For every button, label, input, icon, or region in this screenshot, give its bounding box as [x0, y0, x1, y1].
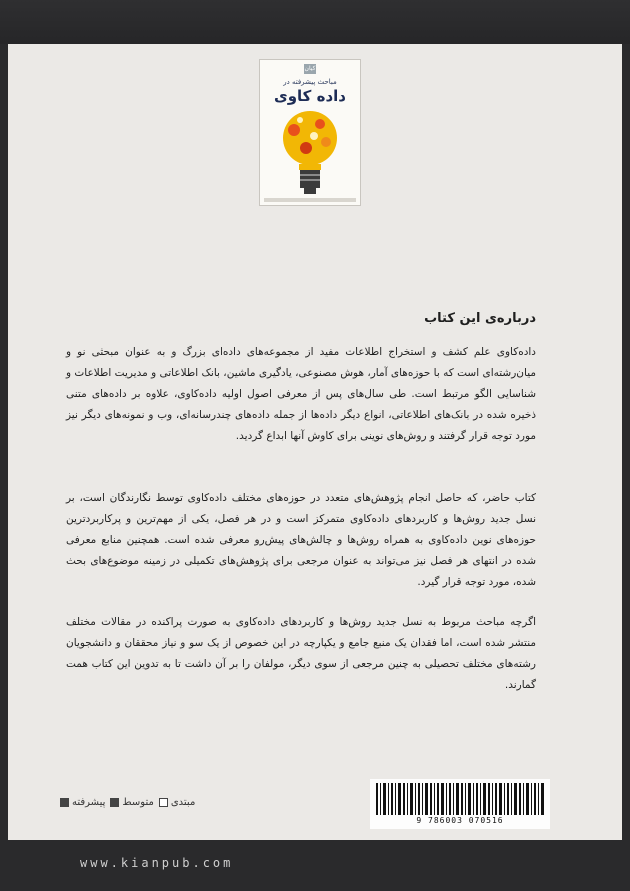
- top-band: [0, 0, 630, 44]
- level-indicator: [60, 797, 195, 808]
- lightbulb-icon: [280, 108, 340, 196]
- isbn-number: 9 786003 070516: [416, 816, 504, 825]
- checkbox-filled-icon: [60, 798, 69, 807]
- thumbnail-footer-bar: [264, 198, 356, 202]
- barcode: [370, 779, 550, 829]
- level-advanced: پیشرفته: [60, 797, 105, 808]
- checkbox-filled-icon: [110, 798, 119, 807]
- paragraph-motivation: اگرچه مباحث مربوط به نسل جدید روش‌ها و کاربردهای داده‌کاوی به صورت پراکنده در مقالات مختلف منتشر شده است، اما فقدان یک منبع جامع و یکپارچه در این خصوص از یک سو و نیاز محققان و دانشجویان رشته‌های مختلف تحصیلی به چنین مرجعی از سوی دیگر، مولفان را بر آن داشت تا به تدوین این کتاب همت گمارند.: [66, 616, 536, 691]
- thumbnail-title: داده کاوی: [273, 87, 347, 105]
- cover-thumbnail: [259, 59, 361, 206]
- level-beginner: مبتدی: [159, 797, 195, 808]
- checkbox-empty-icon: [159, 798, 168, 807]
- thumbnail-subtitle: مباحث پیشرفته در: [283, 78, 337, 86]
- level-intermediate: متوسط: [110, 797, 153, 808]
- paragraph-intro: داده‌کاوی علم کشف و استخراج اطلاعات مفید از مجموعه‌های داده‌ای بزرگ و به عنوان مبحثی نو و میان‌رشته‌ای است که با حوزه‌های آمار، هوش مصنوعی، یادگیری ماشین، بانک اطلاعاتی و مدیریت اطلاعات و شناسایی الگو مرتبط است. طی سال‌های پس از معرفی اصول اولیه داده‌کاوی، علاوه بر داده‌های متنی ذخیره شده در بانک‌های اطلاعاتی، انواع دیگر داده‌ها از جمله داده‌های چندرسانه‌ای، وب و نمونه‌های دیگر نیز مورد توجه قرار گرفتند و روش‌های نوینی برای کاوش آنها ابداع گردید.: [66, 346, 536, 442]
- section-heading: درباره‌ی این کتاب: [424, 311, 536, 326]
- barcode-bars: [376, 783, 544, 815]
- publisher-website: www.kianpub.com: [80, 856, 234, 870]
- publisher-logo: کیان: [304, 65, 316, 72]
- paragraph-book-focus: کتاب حاضر، که حاصل انجام پژوهش‌های متعدد در حوزه‌های مختلف داده‌کاوی توسط نگارندگان است، بر نسل جدید روش‌ها و کاربردهای داده‌کاوی متمرکز است و در هر فصل، یکی از مهم‌ترین و پرکاربردترین حوزه‌های نوین داده‌کاوی به همراه روش‌ها و چالش‌های پیش‌رو معرفی شده است. همچنین منابع معرفی شده در انتهای هر فصل نیز می‌تواند به عنوان مرجعی برای پژوهش‌های تکمیلی در زمینه موضوع‌های بحث شده، مورد توجه قرار گیرد.: [66, 492, 536, 588]
